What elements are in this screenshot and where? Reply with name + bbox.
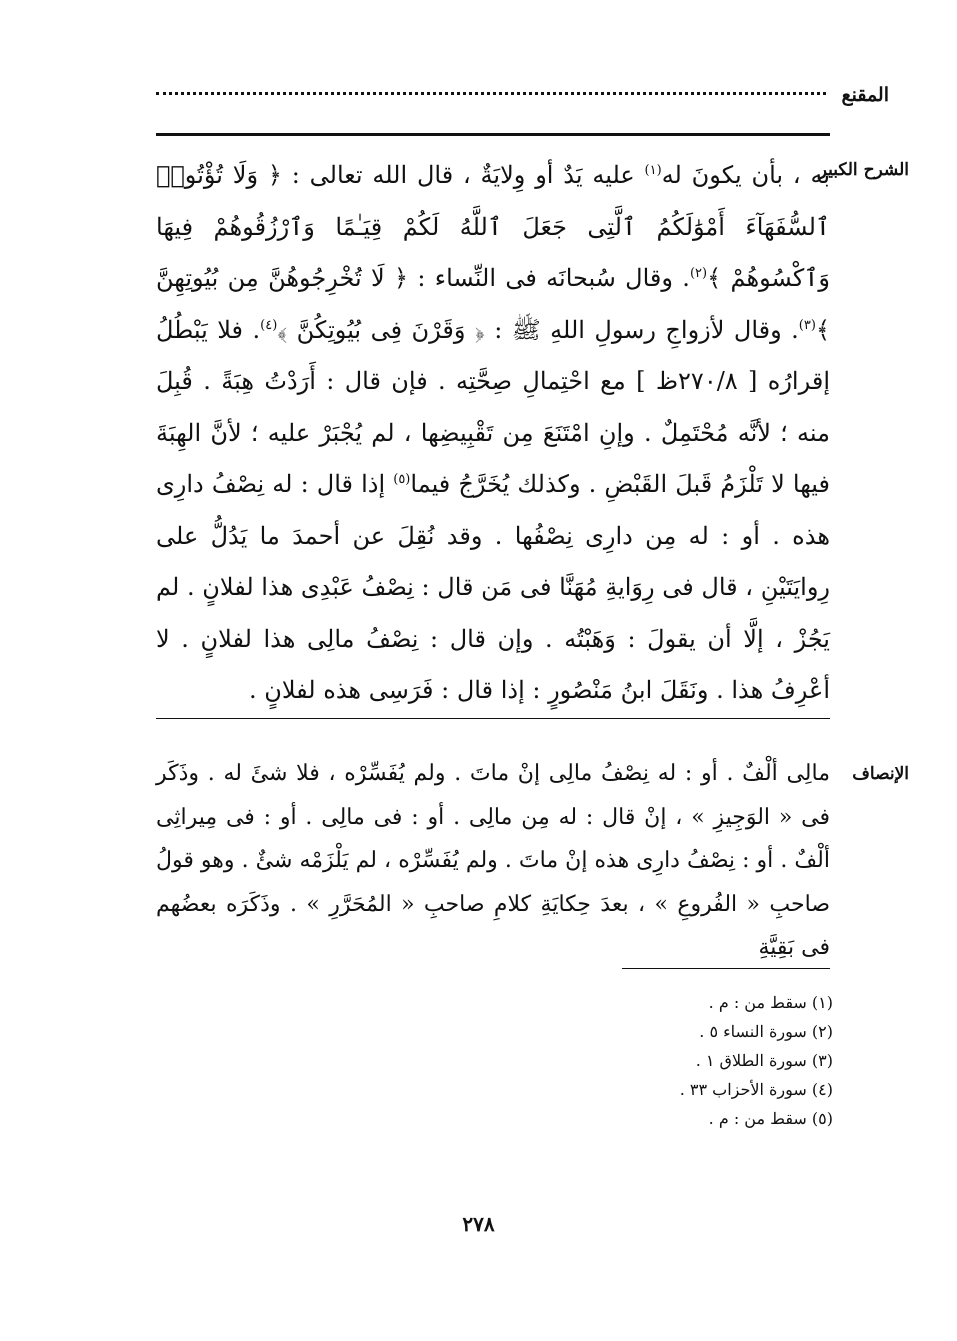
footnote-item: (٣) سورة الطلاق ١ . xyxy=(695,1051,833,1070)
footnote-item: (٤) سورة الأحزاب ٣٣ . xyxy=(679,1080,833,1099)
sharh-segment: عليه يَدٌ أو وِلايَةٌ ، قال الله تعالى : ﴿ وَلَا تُؤْتُوا۟ ٱلسُّفَهَآءَ أَمْوَٰلَكُمُ ٱلَّتِى جَعَلَ ٱللَّهُ لَكُمْ قِيَـٰمًا وَٱرْزُقُوهُمْ فِيهَا وَٱكْسُوهُمْ ﴾ xyxy=(156,161,830,292)
header-dotted-leader xyxy=(156,92,826,95)
footnote-rule xyxy=(622,968,830,969)
page-number: ٢٧٨ xyxy=(462,1212,495,1236)
section-label-sharh: الشرح الكبير xyxy=(818,160,909,180)
insaf-body-text: مالِى ألْفٌ . أو : له نِصْفُ مالِى إنْ ماتَ . ولم يُفَسِّرْه ، فلا شئَ له . وذَكَر فى « الوَجِيزِ » ، إنْ قال : له مِن مالِى . أو : فى مالِى . أو : فى مِيراثِى ألْفٌ . أو : نِصْفُ دارِى هذه إنْ ماتَ . ولم يُفَسِّرْه ، لم يَلْزَمْه شئٌ . وهو قولُ صاحبِ « الفُروعِ » ، بعدَ حِكايَةِ كلامِ صاحبِ « المُحَرَّرِ » . وذَكَرَه بعضُهم فى بَقِيَّةِ xyxy=(156,761,830,960)
header-rule xyxy=(156,133,830,136)
footnote-marker: (٣) xyxy=(798,317,816,333)
footnote-marker: (١) xyxy=(644,163,662,178)
sharh-body-text xyxy=(156,150,830,717)
footnotes-list xyxy=(680,988,833,1133)
footnote-marker: (٤) xyxy=(260,317,278,333)
running-header-title: المقنع xyxy=(841,84,889,106)
footnote-marker: (٥) xyxy=(393,472,411,487)
section-divider-rule xyxy=(156,718,830,719)
footnote-marker: (٢) xyxy=(689,266,708,281)
sharh-segment: . وقال سُبحانَه فى النِّساء : ﴿ لَا تُخْرِجُوهُنَّ مِن بُيُوتِهِنَّ ﴾ xyxy=(156,264,830,344)
sharh-segment: به ، بأن يكونَ له xyxy=(661,161,830,189)
sharh-segment: . وقال لأزواجِ رسولِ اللهِ ﷺ : ﴿ وَقَرْنَ فِى بُيُوتِكُنَّ ﴾ xyxy=(277,315,799,344)
sharh-segment: إذا قال : له نِصْفُ دارِى هذه . أو : له مِن دارِى نِصْفُها . وقد نُقِلَ عن أحمدَ ما يَدُلُّ على رِوايَتَيْنِ ، قال فى رِوَايةِ مُهَنَّا فى مَن قال : نِصْفُ عَبْدِى هذا لفلانٍ . لم يَجُزْ ، إلَّا أن يقولَ : وَهَبْتُه . وإن قال : نِصْفُ مالِى هذا لفلانٍ . لا أعْرِفُ هذا . ونَقَلَ ابنُ مَنْصُورٍ : إذا قال : فَرَسِى هذه لفلانٍ . xyxy=(156,470,830,704)
section-label-insaf: الإنصاف xyxy=(852,764,909,784)
footnote-item: (١) سقط من : م . xyxy=(708,993,833,1012)
sharh-segment: . فلا يَبْطُلُ إقرارُه [ ٢٧٠/٨ظ ] مع احْتِمالِ صِحَّتِه . فإن قال : أَرَدْتُ هِبَةً . قُبِلَ منه ؛ لأنَّه مُحْتَمِلٌ . وإنِ امْتَنَعَ مِن تَقْبِيضِها ، لم يُجْبَرْ عليه ؛ لأنَّ الهِبَةَ فيها لا تَلْزَمُ قَبلَ القَبْضِ . وكذلك يُخَرَّجُ فيما xyxy=(156,315,830,498)
footnote-item: (٢) سورة النساء ٥ . xyxy=(699,1022,833,1041)
footnote-item: (٥) سقط من : م . xyxy=(708,1109,833,1128)
